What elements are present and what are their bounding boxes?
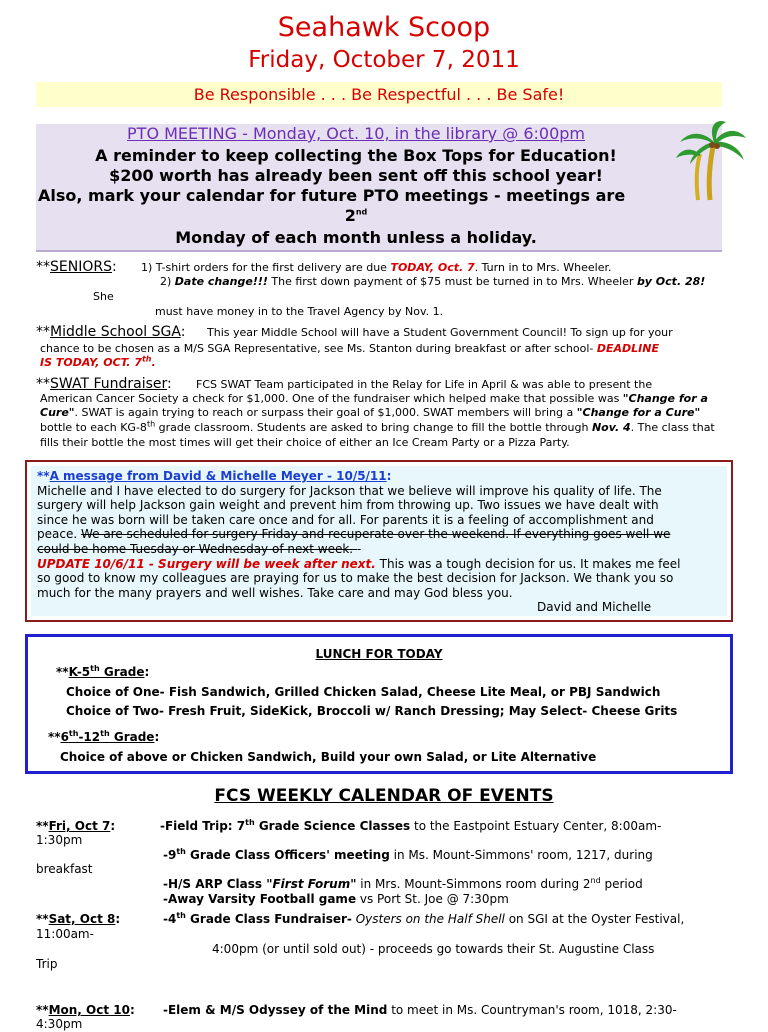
lunch-k5-line-2: Choice of Two- Fresh Fruit, SideKick, Broccoli w/ Ranch Dressing; May Select- Cheese Grits bbox=[66, 704, 678, 718]
motto-banner: Be Responsible . . . Be Respectful . . . Be Safe! bbox=[36, 82, 722, 107]
swat-text-3: Cure". SWAT is again trying to reach or surpass their goal of $1,000. SWAT members will bring a "Change for a Cure" bbox=[40, 406, 701, 419]
meyer-signature: David and Michelle bbox=[537, 600, 652, 615]
calendar-sat-event-1-cont: 4:00pm (or until sold out) - proceeds go towards their St. Augustine Class bbox=[212, 942, 655, 956]
lunch-title: LUNCH FOR TODAY bbox=[315, 647, 443, 661]
swat-text-2: American Cancer Society a check for $1,000. One of the fundraiser which helped make that possible was "Change for a bbox=[40, 392, 708, 405]
lunch-612-label: **6th-12th Grade: bbox=[48, 729, 160, 744]
swat-text-5: fills their bottle the most times will get their choice of either an Ice Cream Party or a Pizza Party. bbox=[40, 436, 570, 449]
calendar-fri-event-2: -9th Grade Class Officers' meeting in Ms. Mount-Simmons' room, 1217, during bbox=[163, 847, 653, 862]
pto-line-5: Monday of each month unless a holiday. bbox=[175, 228, 537, 247]
meyer-line-8: much for the many prayers and well wishes. Take care and may God bless you. bbox=[37, 585, 513, 600]
sga-text-2: chance to be chosen as a M/S SGA Representative, see Ms. Stanton during breakfast or after school- DEADLINE bbox=[40, 342, 659, 355]
newsletter-title: Seahawk Scoop bbox=[277, 12, 491, 43]
pto-line-3: Also, mark your calendar for future PTO meetings - meetings are bbox=[38, 186, 626, 205]
sga-text-1: This year Middle School will have a Student Government Council! To sign up for your bbox=[207, 326, 673, 339]
calendar-fri-label: **Fri, Oct 7: bbox=[36, 819, 116, 833]
calendar-title: FCS WEEKLY CALENDAR OF EVENTS bbox=[214, 786, 554, 806]
sga-text-3: IS TODAY, OCT. 7th. bbox=[40, 354, 156, 369]
swat-text-1: FCS SWAT Team participated in the Relay for Life in April & was able to present the bbox=[196, 378, 653, 391]
meyer-heading: **A message from David & Michelle Meyer - 10/5/11: bbox=[37, 469, 392, 483]
lunch-k5-label: **K-5th Grade: bbox=[56, 664, 150, 679]
calendar-fri-event-3: -H/S ARP Class "First Forum" in Mrs. Mount-Simmons room during 2nd period bbox=[163, 876, 643, 891]
calendar-mon-event-1-end: 4:30pm bbox=[36, 1017, 83, 1031]
calendar-sat-event-1-end: Trip bbox=[36, 957, 58, 971]
pto-line-2: $200 worth has already been sent off this school year! bbox=[109, 166, 603, 185]
calendar-fri-event-2-end: breakfast bbox=[36, 862, 93, 876]
meyer-line-2: surgery will help Jackson gain weight and prevent him from throwing up. Two issues we have dealt with bbox=[37, 498, 659, 513]
calendar-sat-event-1: -4th Grade Class Fundraiser- Oysters on the Half Shell on SGI at the Oyster Festival, bbox=[163, 911, 685, 926]
seniors-item-2-end: must have money in to the Travel Agency by Nov. 1. bbox=[155, 305, 444, 318]
calendar-fri-event-1: -Field Trip: 7th Grade Science Classes to the Eastpoint Estuary Center, 8:00am- bbox=[160, 818, 662, 833]
lunch-box bbox=[25, 634, 733, 774]
newsletter-date: Friday, October 7, 2011 bbox=[248, 47, 520, 73]
meyer-line-1: Michelle and I have elected to do surgery for Jackson that we believe will improve his quality of life. The bbox=[37, 483, 662, 498]
calendar-sat-event-1-time: 11:00am- bbox=[36, 927, 94, 941]
meyer-line-5: could be home Tuesday or Wednesday of next week. - bbox=[37, 541, 362, 556]
lunch-k5-line-1: Choice of One- Fish Sandwich, Grilled Chicken Salad, Cheese Lite Meal, or PBJ Sandwich bbox=[66, 685, 661, 699]
calendar-sat-label: **Sat, Oct 8: bbox=[36, 912, 121, 926]
seniors-label: **SENIORS: bbox=[36, 259, 117, 275]
pto-heading: PTO MEETING - Monday, Oct. 10, in the library @ 6:00pm bbox=[127, 124, 585, 143]
meyer-line-4: peace. We are scheduled for surgery Friday and recuperate over the weekend. If everything goes well we bbox=[37, 527, 671, 542]
meyer-update-line: UPDATE 10/6/11 - Surgery will be week after next. This was a tough decision for us. It makes me feel bbox=[37, 556, 681, 571]
palm-tree-icon bbox=[672, 120, 752, 202]
pto-line-1: A reminder to keep collecting the Box Tops for Education! bbox=[95, 146, 617, 165]
sga-label: **Middle School SGA: bbox=[36, 324, 186, 340]
swat-text-4: bottle to each KG-8th grade classroom. Students are asked to bring change to fill the bottle through Nov. 4. The class that bbox=[40, 419, 715, 434]
calendar-fri-event-4: -Away Varsity Football game vs Port St. Joe @ 7:30pm bbox=[163, 892, 509, 906]
seniors-item-2-cont: She bbox=[93, 290, 114, 303]
swat-label: **SWAT Fundraiser: bbox=[36, 376, 172, 392]
seniors-item-2: 2) Date change!!! The first down payment of $75 must be turned in to Mrs. Wheeler by Oct. 28! bbox=[160, 275, 706, 288]
meyer-line-7: so good to know my colleagues are praying for us to make the best decision for Jackson. We thank you so bbox=[37, 571, 674, 586]
pto-line-4: 2nd bbox=[344, 206, 368, 225]
meyer-message-box bbox=[25, 460, 733, 622]
calendar-fri-event-1-end: 1:30pm bbox=[36, 833, 83, 847]
pto-announcement bbox=[36, 124, 722, 252]
meyer-line-3: since he was born will be taken care once and for all. For parents it is a feeling of accomplishment and bbox=[37, 512, 654, 527]
seniors-item-1: 1) T-shirt orders for the first delivery are due TODAY, Oct. 7. Turn in to Mrs. Wheeler. bbox=[141, 261, 612, 274]
calendar-mon-event-1: -Elem & M/S Odyssey of the Mind to meet in Ms. Countryman's room, 1018, 2:30- bbox=[163, 1003, 677, 1017]
calendar-mon-label: **Mon, Oct 10: bbox=[36, 1003, 135, 1017]
lunch-612-line: Choice of above or Chicken Sandwich, Build your own Salad, or Lite Alternative bbox=[60, 750, 597, 764]
